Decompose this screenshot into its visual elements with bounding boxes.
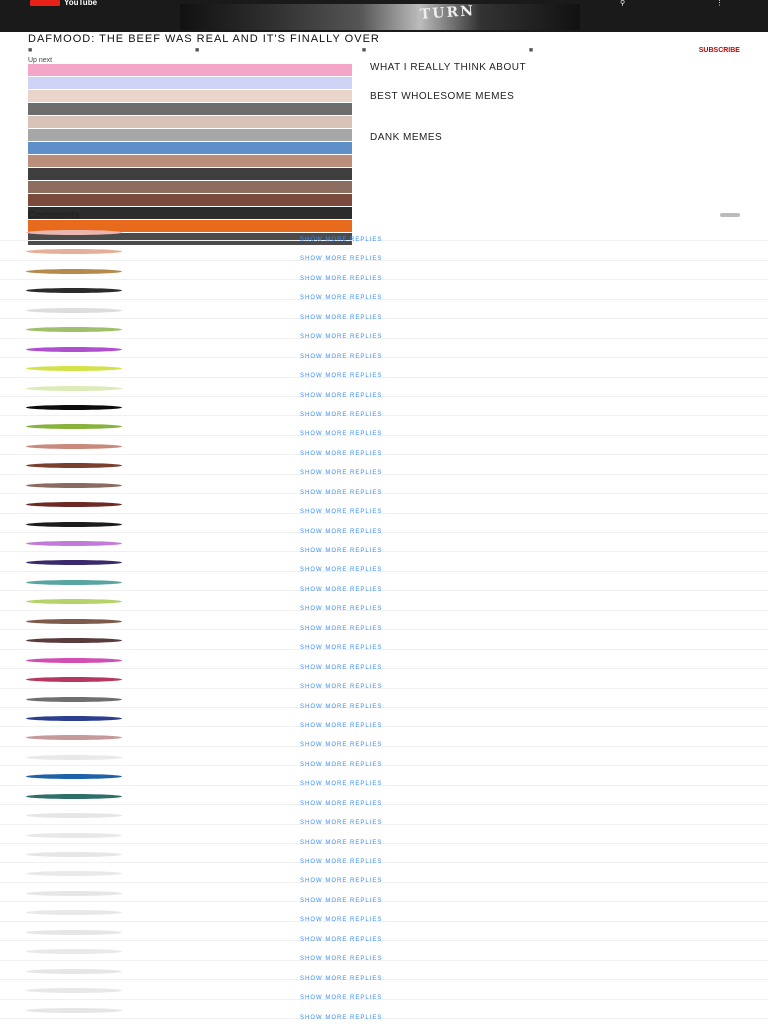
avatar[interactable] [26,619,122,624]
avatar[interactable] [26,599,122,604]
avatar[interactable] [26,910,122,915]
show-more-replies-button[interactable]: SHOW MORE REPLIES [300,936,383,943]
banner-text: TURN [419,3,476,23]
recommended-title: DANK MEMES [370,132,443,143]
show-more-replies-button[interactable]: SHOW MORE REPLIES [300,606,383,613]
show-more-replies-button[interactable]: SHOW MORE REPLIES [300,1014,383,1021]
show-more-replies-button[interactable]: SHOW MORE REPLIES [300,859,383,865]
comment-row [0,300,768,319]
show-more-replies-button[interactable]: SHOW MORE REPLIES [300,839,383,846]
avatar[interactable] [26,755,122,760]
show-more-replies-button[interactable]: SHOW MORE REPLIES [300,781,383,788]
avatar[interactable] [26,794,122,799]
recommended-thumbnail[interactable] [28,116,352,128]
avatar[interactable] [26,871,122,876]
top-bar [0,0,768,32]
show-more-replies-button[interactable]: SHOW MORE REPLIES [300,722,383,729]
avatar[interactable] [26,288,122,293]
recommended-thumbnail[interactable] [28,90,352,102]
avatar[interactable] [26,697,122,702]
comment-row [0,552,768,574]
comments-label: Comments [28,209,80,221]
action-button[interactable] [28,47,35,55]
avatar[interactable] [26,833,122,838]
channel-banner [180,4,580,30]
thumb-down-icon: ■ [194,47,200,54]
comment-row [0,766,768,788]
avatar[interactable] [26,1008,122,1013]
search-icon[interactable]: ⚲ [620,0,626,7]
show-more-replies-button[interactable]: SHOW MORE REPLIES [300,975,383,982]
comment-row [0,378,768,397]
comment-row [0,669,768,691]
menu-icon[interactable]: ⋮ [716,0,723,7]
avatar[interactable] [26,891,122,896]
show-more-replies-button[interactable]: SHOW MORE REPLIES [300,586,383,593]
show-more-replies-button[interactable]: SHOW MORE REPLIES [300,470,383,477]
video-title-block [28,33,728,46]
avatar[interactable] [26,308,122,313]
show-more-replies-button[interactable]: SHOW MORE REPLIES [300,897,383,904]
show-more-replies-button[interactable]: SHOW MORE REPLIES [300,878,383,885]
comment-row [0,494,768,516]
avatar[interactable] [26,580,122,585]
comment-row [0,241,768,263]
avatar[interactable] [26,249,122,254]
comment-row [0,980,768,1002]
action-button[interactable] [529,47,536,55]
show-more-replies-button[interactable]: SHOW MORE REPLIES [300,995,383,1002]
show-more-replies-button[interactable]: SHOW MORE REPLIES [300,373,383,380]
show-more-replies-button[interactable]: SHOW MORE REPLIES [300,956,383,963]
show-more-replies-button[interactable]: SHOW MORE REPLIES [300,761,383,768]
show-more-replies-button[interactable]: SHOW MORE REPLIES [300,664,383,671]
avatar[interactable] [26,502,122,507]
recommended-thumbnail[interactable] [28,168,352,180]
comment-row [0,280,768,302]
avatar[interactable] [26,774,122,779]
comment-row [0,825,768,844]
avatar[interactable] [26,463,122,468]
comment-row [0,319,768,341]
show-more-replies-button[interactable]: SHOW MORE REPLIES [300,489,383,496]
comment-row [0,786,768,805]
avatar[interactable] [26,522,122,527]
avatar[interactable] [26,813,122,818]
show-more-replies-button[interactable]: SHOW MORE REPLIES [300,820,383,827]
comment-row [0,844,768,863]
avatar[interactable] [26,930,122,935]
comment-row [0,436,768,455]
recommended-list [370,62,730,155]
show-more-replies-button[interactable]: SHOW MORE REPLIES [300,450,383,457]
avatar[interactable] [26,852,122,857]
recommended-thumbnail[interactable] [28,129,352,141]
recommended-thumbnail[interactable] [28,194,352,206]
action-bar [28,47,740,55]
avatar[interactable] [26,541,122,546]
brand-name: YouTube [64,0,98,7]
comment-row [0,650,768,669]
comment-row [0,941,768,963]
comment-row [0,863,768,885]
show-more-replies-button[interactable]: SHOW MORE REPLIES [300,684,383,691]
show-more-replies-button[interactable]: SHOW MORE REPLIES [300,237,383,243]
avatar[interactable] [26,716,122,721]
subscribe-button[interactable] [696,47,740,55]
avatar[interactable] [26,988,122,993]
comments-list [0,222,768,1019]
recommended-title: WHAT I REALLY THINK ABOUT [370,62,527,73]
recommended-thumbnail[interactable] [28,181,352,193]
comment-row [0,922,768,941]
avatar[interactable] [26,658,122,663]
share-icon: ■ [361,47,367,54]
action-button[interactable] [362,47,369,55]
comment-row [0,747,768,766]
comment-row [0,222,768,241]
avatar[interactable] [26,483,122,488]
recommended-item[interactable] [370,91,730,102]
comment-row [0,883,768,902]
play-logo-icon [30,0,60,6]
show-more-replies-button[interactable]: SHOW MORE REPLIES [300,314,383,321]
recommended-thumbnail[interactable] [28,64,352,76]
recommended-thumbnail[interactable] [28,155,352,167]
comment-row [0,416,768,438]
show-more-replies-button[interactable]: SHOW MORE REPLIES [300,275,383,282]
comment-row [0,339,768,358]
recommended-item[interactable] [370,62,730,73]
sort-comments-button[interactable] [720,213,740,217]
show-more-replies-button[interactable]: SHOW MORE REPLIES [300,742,383,749]
show-more-replies-button[interactable]: SHOW MORE REPLIES [300,645,383,652]
avatar[interactable] [26,424,122,429]
avatar[interactable] [26,949,122,954]
comment-row [0,397,768,416]
avatar[interactable] [26,327,122,332]
show-more-replies-button[interactable]: SHOW MORE REPLIES [300,431,383,438]
comment-row [0,261,768,280]
show-more-replies-button[interactable]: SHOW MORE REPLIES [300,353,383,360]
recommended-thumbnail[interactable] [28,77,352,89]
recommended-thumbnail[interactable] [28,103,352,115]
avatar[interactable] [26,560,122,565]
avatar[interactable] [26,366,122,371]
comment-row [0,572,768,591]
comments-header [28,210,740,220]
show-more-replies-button[interactable]: SHOW MORE REPLIES [300,334,383,341]
show-more-replies-button[interactable]: SHOW MORE REPLIES [300,625,383,632]
comment-row [0,689,768,708]
comment-row [0,475,768,494]
comment-row [0,611,768,630]
save-icon: ■ [528,47,534,54]
comment-row [0,902,768,924]
action-label: SUBSCRIBE [698,47,740,54]
video-title: DAFMOOD: THE BEEF WAS REAL AND IT'S FINALLY OVER [28,33,380,45]
avatar[interactable] [26,347,122,352]
show-more-replies-button[interactable]: SHOW MORE REPLIES [300,528,383,535]
avatar[interactable] [26,969,122,974]
show-more-replies-button[interactable]: SHOW MORE REPLIES [300,548,383,554]
thumb-up-icon: ■ [28,47,33,54]
show-more-replies-button[interactable]: SHOW MORE REPLIES [300,703,383,710]
comment-row [0,514,768,533]
show-more-replies-button[interactable]: SHOW MORE REPLIES [300,800,383,807]
show-more-replies-button[interactable]: SHOW MORE REPLIES [300,256,383,263]
avatar[interactable] [26,405,122,410]
comment-row [0,727,768,749]
comment-row [0,1000,768,1019]
comment-row [0,961,768,980]
show-more-replies-button[interactable]: SHOW MORE REPLIES [300,295,383,302]
action-button[interactable] [195,47,202,55]
up-next-label: Up next [28,57,53,64]
recommended-title: BEST WHOLESOME MEMES [370,91,515,102]
avatar[interactable] [26,677,122,682]
avatar[interactable] [26,386,122,391]
avatar[interactable] [26,230,122,235]
comment-row [0,708,768,727]
recommended-item[interactable] [370,132,730,143]
avatar[interactable] [26,444,122,449]
avatar[interactable] [26,269,122,274]
comment-row [0,591,768,613]
comment-row [0,455,768,477]
youtube-logo[interactable] [30,0,97,6]
comment-row [0,630,768,652]
comment-row [0,358,768,380]
recommended-thumbnail[interactable] [28,142,352,154]
show-more-replies-button[interactable]: SHOW MORE REPLIES [300,509,383,516]
comment-row [0,533,768,552]
avatar[interactable] [26,735,122,740]
show-more-replies-button[interactable]: SHOW MORE REPLIES [300,917,383,924]
show-more-replies-button[interactable]: SHOW MORE REPLIES [300,411,383,418]
comment-row [0,805,768,827]
avatar[interactable] [26,638,122,643]
show-more-replies-button[interactable]: SHOW MORE REPLIES [300,392,383,399]
show-more-replies-button[interactable]: SHOW MORE REPLIES [300,567,383,574]
